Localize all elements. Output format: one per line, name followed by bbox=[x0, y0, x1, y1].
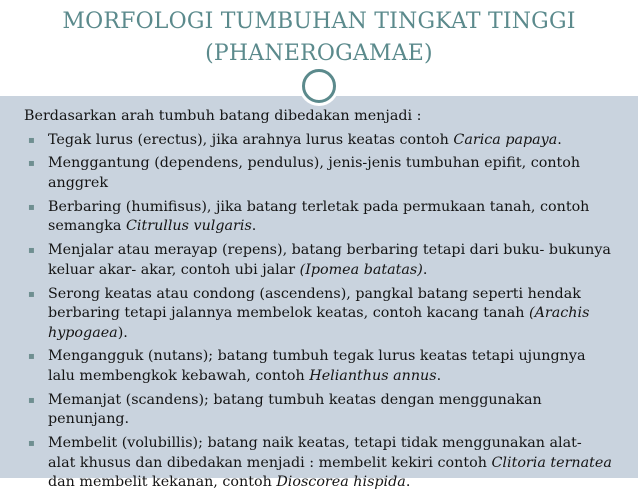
list-item bbox=[24, 434, 612, 493]
species-name: Carica papaya bbox=[453, 131, 558, 148]
bullet-text-end: . bbox=[422, 261, 428, 278]
bullet-text: Memanjat (scandens); batang tumbuh keatas dengan menggunakan penunjang. bbox=[48, 391, 542, 428]
bullet-icon: ▪ bbox=[28, 288, 35, 300]
slide-title-line-2: (PHANEROGAMAE) bbox=[205, 41, 433, 66]
bullet-icon: ▪ bbox=[28, 438, 35, 450]
bullet-text-end: . bbox=[557, 131, 562, 148]
bullet-icon: ▪ bbox=[28, 158, 35, 170]
species-name: (Arachis hypogaea bbox=[48, 305, 590, 341]
bullet-icon: ▪ bbox=[28, 394, 35, 406]
slide-title bbox=[0, 6, 638, 70]
bullet-text-end: . bbox=[251, 218, 257, 235]
bullet-icon: ▪ bbox=[28, 134, 35, 146]
intro-text: Berdasarkan arah tumbuh batang dibedakan menjadi : bbox=[24, 108, 422, 124]
list-item bbox=[24, 285, 612, 344]
bullet-text-mid: dan membelit kekanan, contoh bbox=[48, 474, 277, 491]
bullet-icon: ▪ bbox=[28, 245, 35, 257]
bullet-text-end: ). bbox=[117, 324, 128, 341]
content-area bbox=[0, 96, 638, 491]
bullet-text-end: . bbox=[405, 474, 411, 491]
list-item bbox=[24, 131, 612, 151]
species-name: Dioscorea hispida bbox=[276, 474, 406, 491]
bullet-text: Menggantung (dependens, pendulus), jenis-jenis tumbuhan epifit, contoh anggrek bbox=[48, 155, 581, 191]
bullet-icon: ▪ bbox=[28, 201, 35, 213]
list-item bbox=[24, 198, 612, 237]
bullet-text-end: . bbox=[436, 367, 442, 384]
species-name: Citrullus vulgaris bbox=[125, 218, 252, 235]
list-item bbox=[24, 241, 612, 280]
body-text bbox=[24, 107, 612, 497]
bullet-icon: ▪ bbox=[28, 351, 35, 363]
species-name: Helianthus annus bbox=[309, 367, 437, 384]
ring-ornament-icon bbox=[302, 69, 336, 103]
list-item bbox=[24, 347, 612, 386]
bullet-text: Membelit (volubillis); batang naik keatas, tetapi tidak menggunakan alat- alat khusus dan dibedakan menjadi : membelit kekiri contoh bbox=[48, 435, 582, 471]
species-name: Clitoria ternatea bbox=[491, 454, 612, 471]
bullet-list bbox=[24, 131, 612, 493]
list-item bbox=[24, 154, 612, 193]
bullet-text: Menjalar atau merayap (repens), batang berbaring tetapi dari buku- bukunya keluar akar- akar, contoh ubi jalar bbox=[48, 242, 611, 278]
bullet-text: Mengangguk (nutans); batang tumbuh tegak lurus keatas tetapi ujungnya lalu membengkok kebawah, contoh bbox=[48, 348, 586, 384]
list-item bbox=[24, 391, 612, 430]
bullet-text: Tegak lurus (erectus), jika arahnya lurus keatas contoh bbox=[48, 131, 454, 148]
bullet-text: Serong keatas atau condong (ascendens), pangkal batang seperti hendak berbaring tetapi jalannya membelok keatas, contoh kacang tanah bbox=[48, 285, 581, 322]
bullet-text: Berbaring (humifisus), jika batang terletak pada permukaan tanah, contoh semangka bbox=[48, 198, 590, 235]
slide-title-line-1: MORFOLOGI TUMBUHAN TINGKAT TINGGI bbox=[62, 9, 576, 34]
species-name: (Ipomea batatas) bbox=[299, 261, 423, 278]
